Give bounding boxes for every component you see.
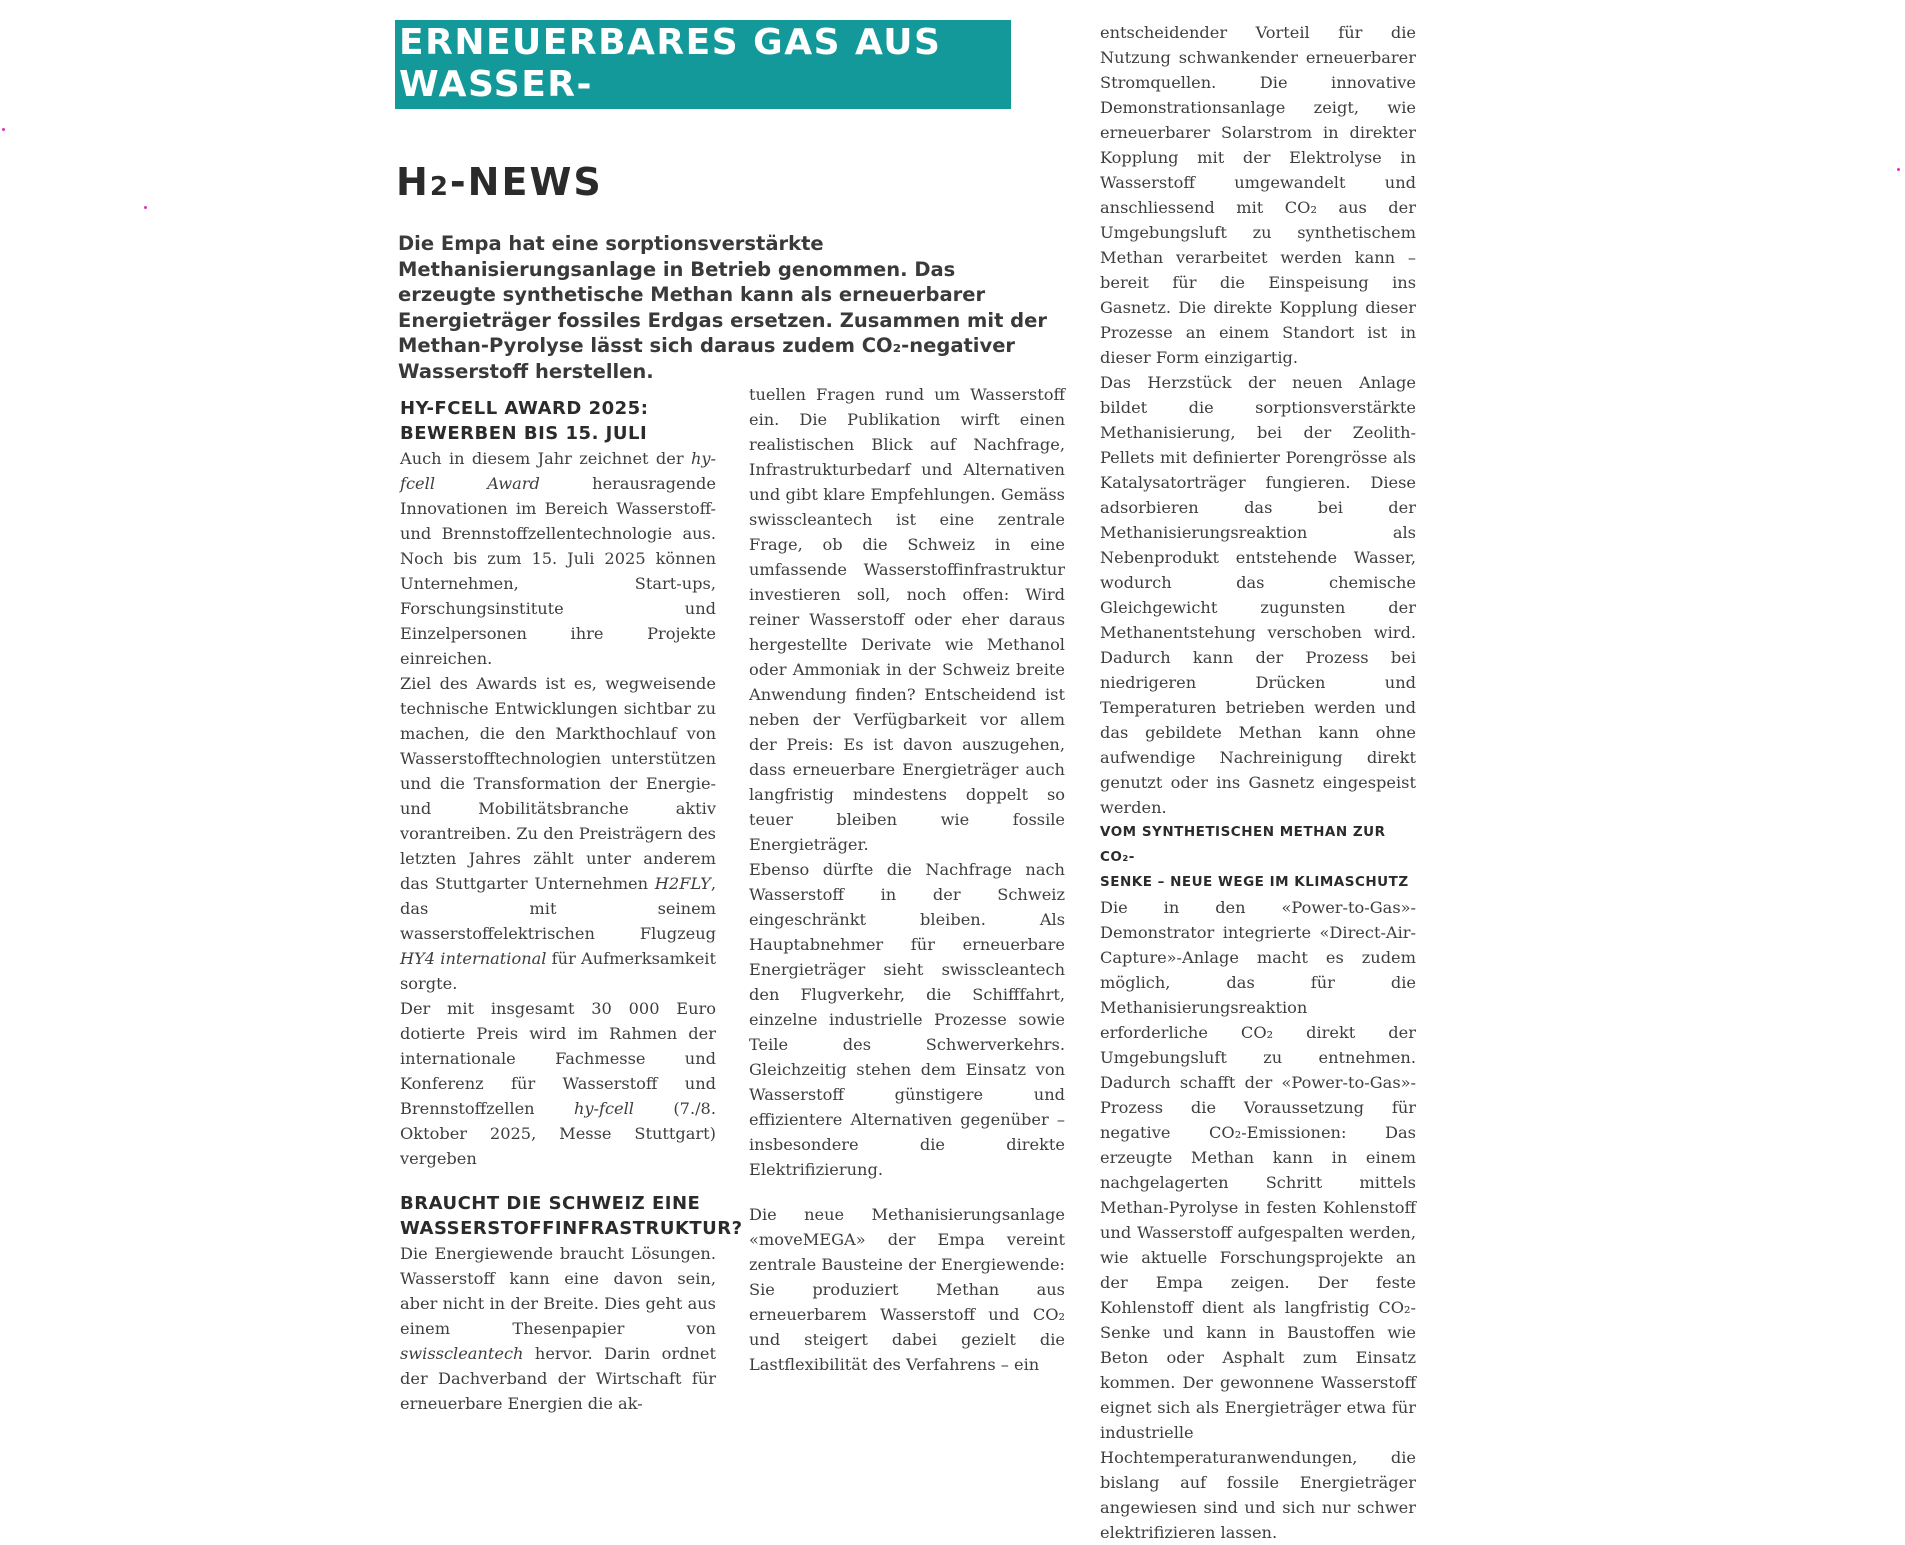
- scan-artifact-dot: [144, 206, 147, 209]
- scan-artifact-dot: [2, 128, 5, 131]
- movemega-paragraph-2: Das Herzstück der neuen Anlage bildet die sorptionsverstärkte Methanisierung, bei der Zeolith-Pellets mit definierter Porengrösse als Katalysatorträger fungieren. Diese adsorbieren das bei der Methanisierungsreaktion als Nebenprodukt entstehende Wasser, wodurch das chemische Gleichgewicht zugunsten der Methanentstehung verschoben wird. Dadurch kann der Prozess bei niedrigeren Drücken und Temperaturen betrieben werden und das gebildete Methan kann ohne aufwendige Nachreinigung direkt genutzt oder ins Gasnetz eingespeist werden.: [1100, 373, 1416, 817]
- section-kicker: H2-NEWS: [396, 160, 603, 204]
- column-2: [749, 382, 1065, 1377]
- lead-paragraph: Die Empa hat eine sorptionsverstärkte Methanisierungsanlage in Betrieb genommen. Das erzeugte synthetische Methan kann als erneuerbarer Energieträger fossiles Erdgas ersetzen. Zusammen mit der Methan-Pyrolyse lässt sich daraus zudem CO₂-negativer Wasserstoff herstellen.: [398, 232, 1047, 383]
- award-paragraph-1: Auch in diesem Jahr zeichnet der hy-fcell Award herausragende Innovationen im Bereich Wasserstoff- und Brennstoffzellentechnologie aus. Noch bis zum 15. Juli 2025 können Unternehmen, Start-ups, Forschungsinstitute und Einzelpersonen ihre Projekte einreichen.: [400, 449, 716, 668]
- movemega-paragraph-1-cont: entscheidender Vorteil für die Nutzung schwankender erneuerbarer Stromquellen. Die innovative Demonstrationsanlage zeigt, wie erneuerbarer Solarstrom in direkter Kopplung mit der Elektrolyse in Wasserstoff umgewandelt und anschliessend mit CO₂ aus der Umgebungsluft zu synthetischem Methan verarbeitet werden kann – bereit für die Einspeisung ins Gasnetz. Die direkte Kopplung dieser Prozesse an einem Standort ist in dieser Form einzigartig.: [1100, 23, 1416, 367]
- infrastructure-paragraph-1-cont: tuellen Fragen rund um Wasserstoff ein. Die Publikation wirft einen realistischen Blick auf Nachfrage, Infrastrukturbedarf und Alternativen und gibt klare Empfehlungen. Gemäss swisscleantech ist eine zentrale Frage, ob die Schweiz in eine umfassende Wasserstoffinfrastruktur investieren soll, noch offen: Wird reiner Wasserstoff oder eher daraus hergestellte Derivate wie Methanol oder Ammoniak in der Schweiz breite Anwendung finden? Entscheidend ist neben der Verfügbarkeit vor allem der Preis: Es ist davon auszugehen, dass erneuerbare Energieträger auch langfristig mindestens doppelt so teuer bleiben wie fossile Energieträger.: [749, 385, 1065, 854]
- infrastructure-heading: BRAUCHT DIE SCHWEIZ EINE WASSERSTOFFINFRASTRUKTUR?: [400, 1193, 743, 1239]
- award-paragraph-3: Der mit insgesamt 30 000 Euro dotierte Preis wird im Rahmen der internationale Fachmesse und Konferenz für Wasserstoff und Brennstoffzellen hy-fcell (7./8. Oktober 2025, Messe Stuttgart) vergeben: [400, 999, 716, 1168]
- headline-banner: [395, 20, 1011, 147]
- climate-heading: VOM SYNTHETISCHEN METHAN ZUR CO₂- SENKE – NEUE WEGE IM KLIMASCHUTZ: [1100, 824, 1409, 890]
- movemega-paragraph-1: Die neue Methanisierungsanlage «moveMEGA» der Empa vereint zentrale Bausteine der Energiewende: Sie produziert Methan aus erneuerbarem Wasserstoff und CO₂ und steigert dabei gezielt die Lastflexibilität des Verfahrens – ein: [749, 1205, 1065, 1374]
- award-paragraph-2: Ziel des Awards ist es, wegweisende technische Entwicklungen sichtbar zu machen, die den Markthochlauf von Wasserstofftechnologien unterstützen und die Transformation der Energie- und Mobilitätsbranche aktiv vorantreiben. Zu den Preisträgern des letzten Jahres zählt unter anderem das Stuttgarter Unternehmen H2FLY, das mit seinem wasserstoffelektrischen Flugzeug HY4 international für Aufmerksamkeit sorgte.: [400, 674, 716, 993]
- infrastructure-paragraph-2: Ebenso dürfte die Nachfrage nach Wasserstoff in der Schweiz eingeschränkt bleiben. Als Hauptabnehmer für erneuerbare Energieträger sieht swisscleantech den Flugverkehr, die Schifffahrt, einzelne industrielle Prozesse sowie Teile des Schwerverkehrs. Gleichzeitig stehen dem Einsatz von Wasserstoff günstigere und effizientere Alternativen gegenüber – insbesondere die direkte Elektrifizierung.: [749, 860, 1065, 1179]
- headline-line-2: STOFF UND $CO_2$: [399, 106, 735, 147]
- infrastructure-paragraph-1: Die Energiewende braucht Lösungen. Wasserstoff kann eine davon sein, aber nicht in der Breite. Dies geht aus einem Thesenpapier von swisscleantech hervor. Darin ordnet der Dachverband der Wirtschaft für erneuerbare Energien die ak-: [400, 1244, 716, 1413]
- climate-paragraph-1: Die in den «Power-to-Gas»-Demonstrator integrierte «Direct-Air-Capture»-Anlage macht es zudem möglich, das für die Methanisierungsreaktion erforderliche CO₂ direkt der Umgebungsluft zu entnehmen. Dadurch schafft der «Power-to-Gas»-Prozess die Voraussetzung für negative CO₂-Emissionen: Das erzeugte Methan kann in einem nachgelagerten Schritt mittels Methan-Pyrolyse in festen Kohlenstoff und Wasserstoff aufgespalten werden, wie aktuelle Forschungsprojekte an der Empa zeigen. Der feste Kohlenstoff dient als langfristig CO₂-Senke und kann in Baustoffen wie Beton oder Asphalt zum Einsatz kommen. Der gewonnene Wasserstoff eignet sich als Energieträger etwa für industrielle Hochtemperaturanwendungen, die bislang auf fossile Energieträger angewiesen sind und sich nur schwer elektrifizieren lassen.: [1100, 898, 1416, 1542]
- headline-line-1: ERNEUERBARES GAS AUS WASSER-: [399, 22, 942, 105]
- column-3: [1100, 20, 1416, 1545]
- scan-artifact-dot: [1897, 168, 1900, 171]
- column-1: [400, 396, 743, 1416]
- award-heading: HY-FCELL AWARD 2025: BEWERBEN BIS 15. JULI: [400, 398, 649, 444]
